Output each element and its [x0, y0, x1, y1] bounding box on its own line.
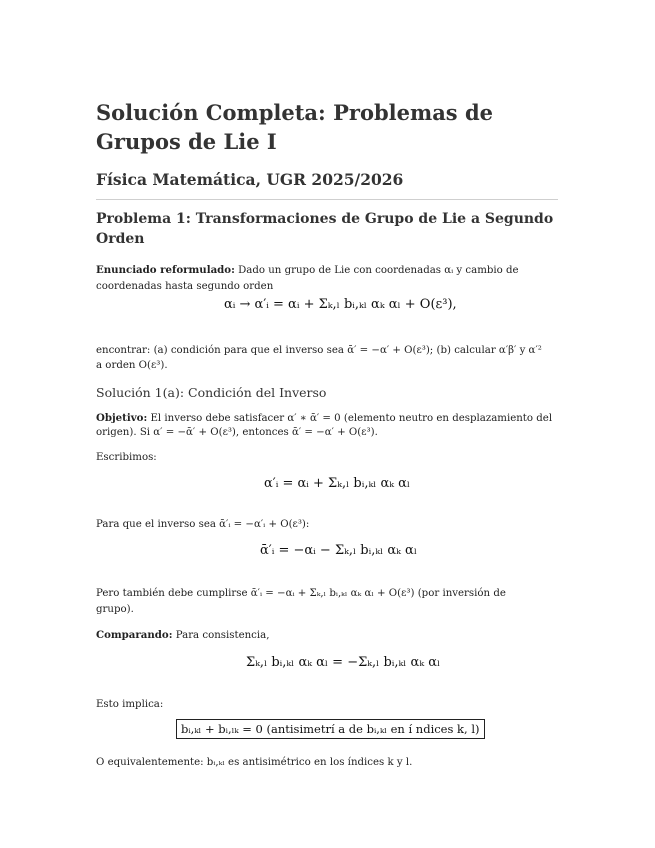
equation-write	[264, 476, 410, 491]
document-title	[96, 98, 566, 156]
equation-inverse	[260, 543, 417, 558]
restated-label: Enunciado reformulado:	[96, 264, 235, 276]
equation-main-text: αᵢ → α′ᵢ = αᵢ + Σₖ,ₗ bᵢ,ₖₗ αₖ αₗ + O(ε³),	[224, 297, 457, 312]
objective-line-2: origen). Si α′ = −ᾱ′ + O(ε³), entonces ᾱ′ = −α′ + O(ε³).	[96, 427, 378, 438]
document-title-text: Solución Completa: Problemas de Grupos de Lie I	[96, 100, 493, 154]
equation-write-text: α′ᵢ = αᵢ + Σₖ,ₗ bᵢ,ₖₗ αₖ αₗ	[264, 476, 411, 491]
problem-1-heading	[96, 209, 566, 249]
compare-line	[96, 627, 269, 644]
solution-1a-heading: Solución 1(a): Condición del Inverso	[96, 385, 327, 400]
objective-label: Objetivo:	[96, 412, 148, 424]
inverse-text: Para que el inverso sea ᾱ′ᵢ = −α′ᵢ + O(ε³):	[96, 519, 310, 530]
document-subtitle: Física Matemática, UGR 2025/2026	[96, 170, 404, 189]
restated-text: Dado un grupo de Lie con coordenadas αᵢ y cambio de coordenadas hasta segundo orden	[96, 265, 519, 292]
equation-compare	[246, 655, 440, 670]
also-line-2: grupo).	[96, 604, 134, 615]
find-text-line-2: a orden O(ε³).	[96, 360, 168, 371]
equation-boxed	[176, 722, 485, 736]
also-line-1: Pero también debe cumplirse ᾱ′ᵢ = −αᵢ + Σₖ,ₗ bᵢ,ₖₗ αₖ αₗ + O(ε³) (por inversión de	[96, 588, 506, 599]
compare-text: Para consistencia,	[175, 630, 270, 641]
write-label: Escribimos:	[96, 452, 157, 463]
compare-label: Comparando:	[96, 629, 173, 641]
implies-text: Esto implica:	[96, 699, 164, 710]
problem-1-heading-text: Problema 1: Transformaciones de Grupo de Lie a Segundo Orden	[96, 211, 554, 247]
equation-main	[224, 297, 457, 312]
equation-inverse-text: ᾱ′ᵢ = −αᵢ − Σₖ,ₗ bᵢ,ₖₗ αₖ αₗ	[260, 543, 417, 558]
equation-compare-text: Σₖ,ₗ bᵢ,ₖₗ αₖ αₗ = −Σₖ,ₗ bᵢ,ₖₗ αₖ αₗ	[246, 655, 441, 670]
objective-text-1: El inverso debe satisfacer α′ ∗ ᾱ′ = 0 (elemento neutro en desplazamiento del	[150, 413, 553, 424]
restated-paragraph	[96, 262, 558, 295]
divider	[96, 199, 558, 200]
equivalent-text: O equivalentemente: bᵢ,ₖₗ es antisimétrico en los índices k y l.	[96, 757, 413, 768]
equation-boxed-text: bᵢ,ₖₗ + bᵢ,ₗₖ = 0 (antisimetrí a de bᵢ,ₖₗ en í ndices k, l)	[176, 719, 485, 739]
find-text-line-1: encontrar: (a) condición para que el inverso sea ᾱ′ = −α′ + O(ε³); (b) calcular α′β′ y α′²	[96, 345, 542, 356]
